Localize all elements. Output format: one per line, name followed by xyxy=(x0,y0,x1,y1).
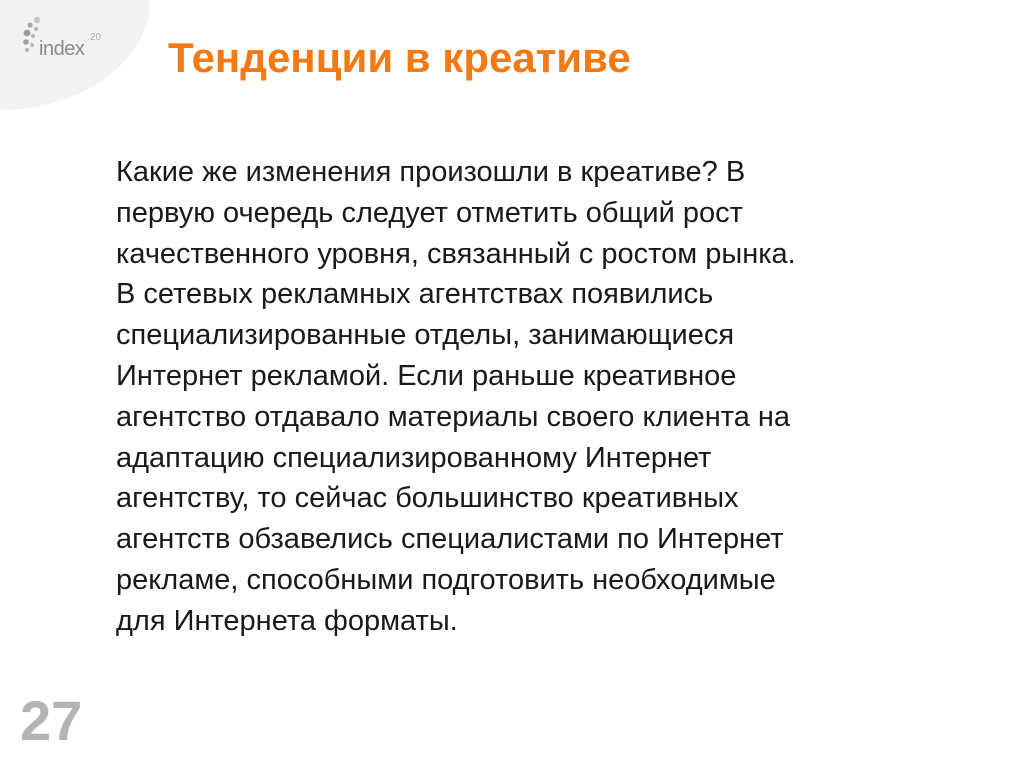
body-line: агентств обзавелись специалистами по Интернет xyxy=(116,523,784,556)
body-line: для Интернета форматы. xyxy=(116,604,458,637)
body-line: первую очередь следует отметить общий рост xyxy=(116,196,743,229)
body-line: Интернет рекламой. Если раньше креативное xyxy=(116,359,737,392)
body-line: адаптацию специализированному Интернет xyxy=(116,441,712,474)
body-line: рекламе, способными подготовить необходимые xyxy=(116,563,776,596)
index20-logo xyxy=(22,14,132,60)
logo-text: index xyxy=(39,38,85,60)
slide-title: Тенденции в креативе xyxy=(168,34,631,81)
body-line: качественного уровня, связанный с ростом рынка. xyxy=(116,237,796,270)
body-line: В сетевых рекламных агентствах появились xyxy=(116,278,714,311)
body-line: агентству, то сейчас большинство креативных xyxy=(116,482,739,515)
slide-body xyxy=(116,152,946,642)
body-line: специализированные отделы, занимающиеся xyxy=(116,319,735,352)
slide-number: 27 xyxy=(20,689,83,752)
body-line: Какие же изменения произошли в креативе? В xyxy=(116,156,746,188)
logo-superscript: 20 xyxy=(90,32,102,43)
body-line: агентство отдавало материалы своего клиента на xyxy=(116,400,791,433)
